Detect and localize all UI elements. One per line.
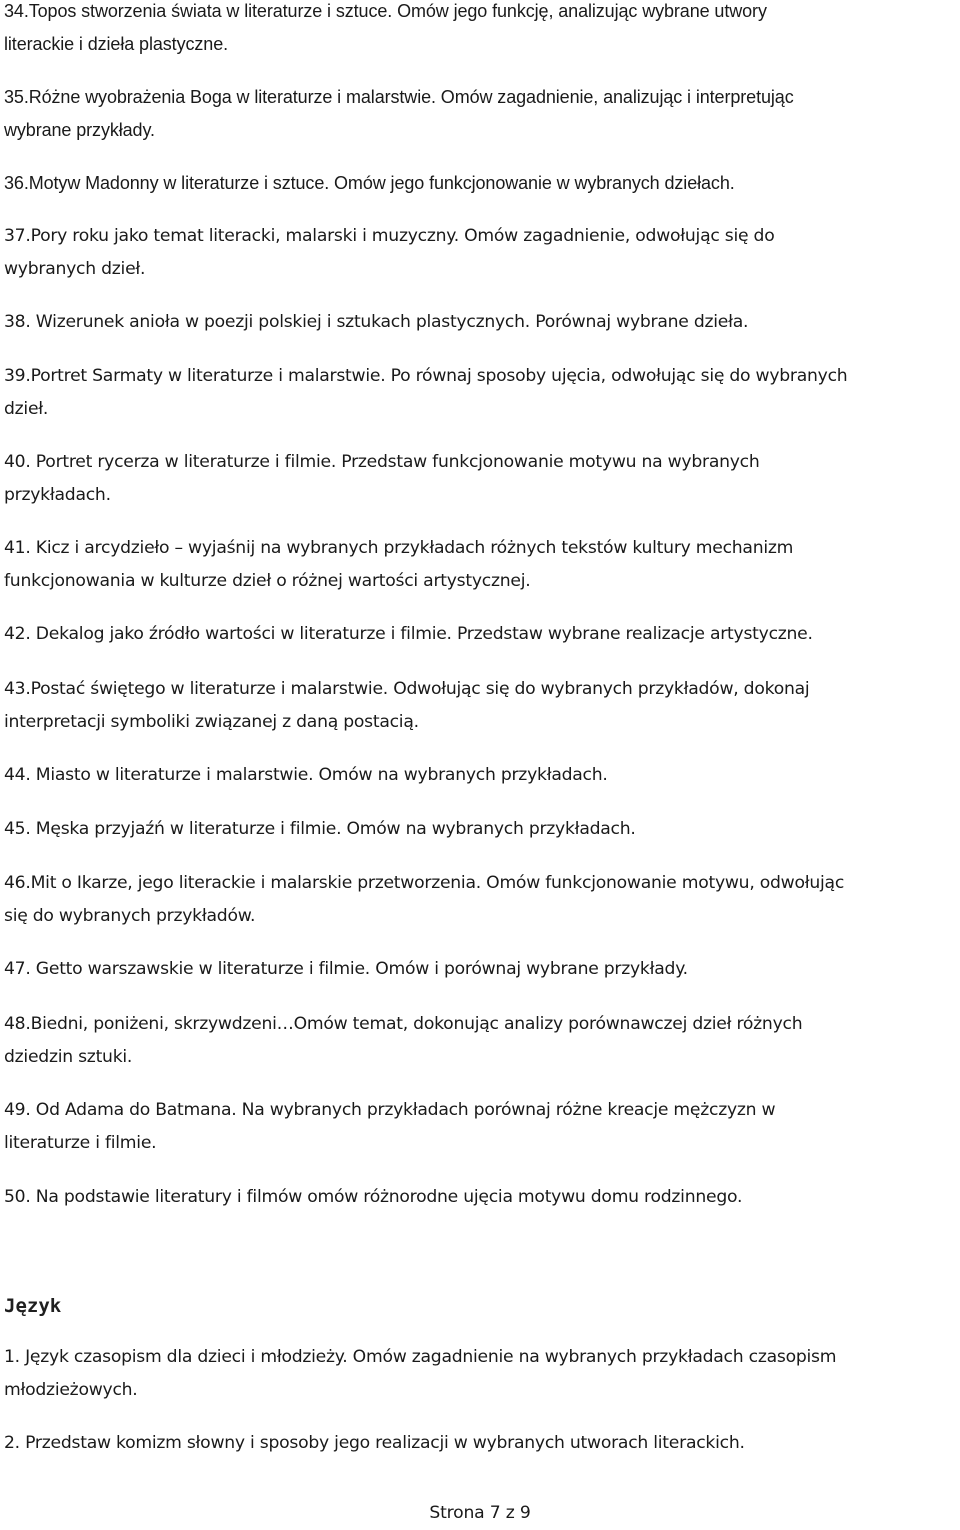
topic-line: 37.Pory roku jako temat literacki, malarski i muzyczny. Omów zagadnienie, odwołując się do xyxy=(4,226,775,246)
topic-line: 1. Język czasopism dla dzieci i młodzieży. Omów zagadnienie na wybranych przykładach czasopism xyxy=(4,1347,837,1367)
topic-line: 34.Topos stworzenia świata w literaturze i sztuce. Omów jego funkcję, analizując wybrane utwory xyxy=(4,1,767,21)
topic-42 xyxy=(4,618,960,651)
topic-line: 44. Miasto w literaturze i malarstwie. Omów na wybranych przykładach. xyxy=(4,765,608,785)
topic-48 xyxy=(4,1008,960,1074)
topic-line: 46.Mit o Ikarze, jego literackie i malarskie przetworzenia. Omów funkcjonowanie motywu, odwołując xyxy=(4,873,845,893)
topic-line: 42. Dekalog jako źródło wartości w literaturze i filmie. Przedstaw wybrane realizacje artystyczne. xyxy=(4,624,813,644)
topic-line: 47. Getto warszawskie w literaturze i filmie. Omów i porównaj wybrane przykłady. xyxy=(4,959,688,979)
topic-41 xyxy=(4,532,960,598)
topic-line: funkcjonowania w kulturze dzieł o różnej wartości artystycznej. xyxy=(4,571,531,591)
topic-line: 39.Portret Sarmaty w literaturze i malarstwie. Po równaj sposoby ujęcia, odwołując się do wybranych xyxy=(4,366,848,386)
topic-46 xyxy=(4,867,960,933)
topic-44 xyxy=(4,759,960,792)
topic-line: się do wybranych przykładów. xyxy=(4,906,256,926)
topic-50 xyxy=(4,1181,960,1214)
topic-49 xyxy=(4,1094,960,1160)
topic-45 xyxy=(4,813,960,846)
topic-line: wybrane przykłady. xyxy=(4,120,155,140)
topic-line: 40. Portret rycerza w literaturze i filmie. Przedstaw funkcjonowanie motywu na wybranych xyxy=(4,452,760,472)
topic-35 xyxy=(4,81,960,147)
topic-line: dziedzin sztuki. xyxy=(4,1047,133,1067)
topic-line: młodzieżowych. xyxy=(4,1380,138,1400)
section-heading: Język xyxy=(4,1295,62,1317)
topic-line: 49. Od Adama do Batmana. Na wybranych przykładach porównaj różne kreacje mężczyzn w xyxy=(4,1100,776,1120)
topic-line: interpretacji symboliki związanej z daną postacią. xyxy=(4,712,419,732)
topic-line: 36.Motyw Madonny w literaturze i sztuce. Omów jego funkcjonowanie w wybranych dziełach. xyxy=(4,173,735,193)
topic-line: 43.Postać świętego w literaturze i malarstwie. Odwołując się do wybranych przykładów, dokonaj xyxy=(4,679,810,699)
topic-line: 38. Wizerunek anioła w poezji polskiej i sztukach plastycznych. Porównaj wybrane dzieła. xyxy=(4,312,749,332)
topic-40 xyxy=(4,446,960,512)
topic-36 xyxy=(4,167,960,200)
topic-line: 2. Przedstaw komizm słowny i sposoby jego realizacji w wybranych utworach literackich. xyxy=(4,1433,745,1453)
topic-line: literackie i dzieła plastyczne. xyxy=(4,34,229,54)
topic-38 xyxy=(4,306,960,339)
topic-line: literaturze i filmie. xyxy=(4,1133,157,1153)
topic-34 xyxy=(4,0,960,61)
topic-43 xyxy=(4,673,960,739)
topic-39 xyxy=(4,360,960,426)
topic-line: wybranych dzieł. xyxy=(4,259,146,279)
topic-line: 48.Biedni, poniżeni, skrzywdzeni…Omów temat, dokonując analizy porównawczej dzieł różnych xyxy=(4,1014,803,1034)
topic-line: 35.Różne wyobrażenia Boga w literaturze i malarstwie. Omów zagadnienie, analizując i interpretując xyxy=(4,87,794,107)
page-number: Strona 7 z 9 xyxy=(429,1503,531,1523)
language-topic-1 xyxy=(4,1341,960,1407)
topic-47 xyxy=(4,953,960,986)
topic-line: 41. Kicz i arcydzieło – wyjaśnij na wybranych przykładach różnych tekstów kultury mechanizm xyxy=(4,538,794,558)
topic-line: 45. Męska przyjaźń w literaturze i filmie. Omów na wybranych przykładach. xyxy=(4,819,636,839)
language-topic-2 xyxy=(4,1427,960,1460)
topic-line: 50. Na podstawie literatury i filmów omów różnorodne ujęcia motywu domu rodzinnego. xyxy=(4,1187,743,1207)
topic-37 xyxy=(4,220,960,286)
topic-line: dzieł. xyxy=(4,399,49,419)
topic-line: przykładach. xyxy=(4,485,111,505)
